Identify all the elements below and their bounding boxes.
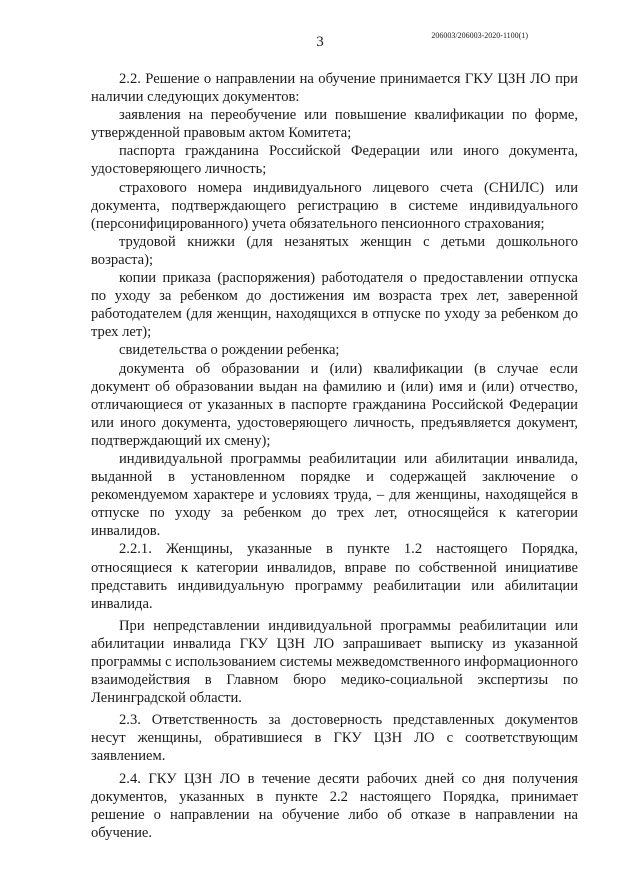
page-number: 3 (316, 34, 324, 50)
paragraph-non-submission: При непредставлении индивидуальной программы реабилитации или абилитации инвалида ГКУ ЦЗН ЛО запрашивает выписку из указанной программы с использованием системы межведомственного информационного взаимодействия в Главном бюро медико-социальной экспертизы по Ленинградской области. (91, 617, 578, 707)
list-item-application: заявления на переобучение или повышение квалификации по форме, утвержденной правовым актом Комитета; (91, 107, 578, 142)
list-item-work-record: трудовой книжки (для незанятых женщин с детьми дошкольного возраста); (91, 233, 578, 268)
document-code: 206003/206003-2020-1100(1) (431, 31, 528, 40)
list-item-education-document: документа об образовании и (или) квалификации (в случае если документ об образовании выдан на фамилию и (или) имя и (или) отчество, отличающиеся от указанных в паспорте гражданина Российской Федерации или иного документа, удостоверяющего личность, предъявляется документ, подтверждающий их смену); (91, 360, 578, 449)
paragraph-2-3: 2.3. Ответственность за достоверность представленных документов несут женщины, обратившиеся в ГКУ ЦЗН ЛО с соответствующим заявлением. (91, 712, 578, 765)
list-item-rehabilitation-program: индивидуальной программы реабилитации или абилитации инвалида, выданной в установленном порядке и содержащей заключение о рекомендуемом характере и условиях труда, – для женщины, находящейся в отпуске по уходу за ребенком до трех лет, относящейся к категории инвалидов. (91, 450, 578, 540)
list-item-passport: паспорта гражданина Российской Федерации или иного документа, удостоверяющего личность; (91, 143, 578, 178)
list-item-leave-order: копии приказа (распоряжения) работодателя о предоставлении отпуска по уходу за ребенком до достижения им возраста трех лет, заверенной работодателем (для женщин, находящихся в отпуске по уходу за ребенком до трех лет); (91, 270, 578, 341)
list-item-birth-certificate: свидетельства о рождении ребенка; (119, 342, 340, 359)
paragraph-2-2: 2.2. Решение о направлении на обучение принимается ГКУ ЦЗН ЛО при наличии следующих документов: (91, 71, 578, 106)
paragraph-2-4: 2.4. ГКУ ЦЗН ЛО в течение десяти рабочих дней со дня получения документов, указанных в пункте 2.2 настоящего Порядка, принимает решение о направлении на обучение либо об отказе в направлении на обучение. (91, 770, 578, 841)
list-item-snils: страхового номера индивидуального лицевого счета (СНИЛС) или документа, подтверждающего регистрацию в системе индивидуального (персонифицированного) учета обязательного пенсионного страхования; (91, 179, 578, 232)
document-body (91, 70, 578, 842)
paragraph-2-2-1: 2.2.1. Женщины, указанные в пункте 1.2 настоящего Порядка, относящиеся к категории инвалидов, вправе по собственной инициативе представить индивидуальную программу реабилитации или абилитации инвалида. (91, 541, 578, 612)
